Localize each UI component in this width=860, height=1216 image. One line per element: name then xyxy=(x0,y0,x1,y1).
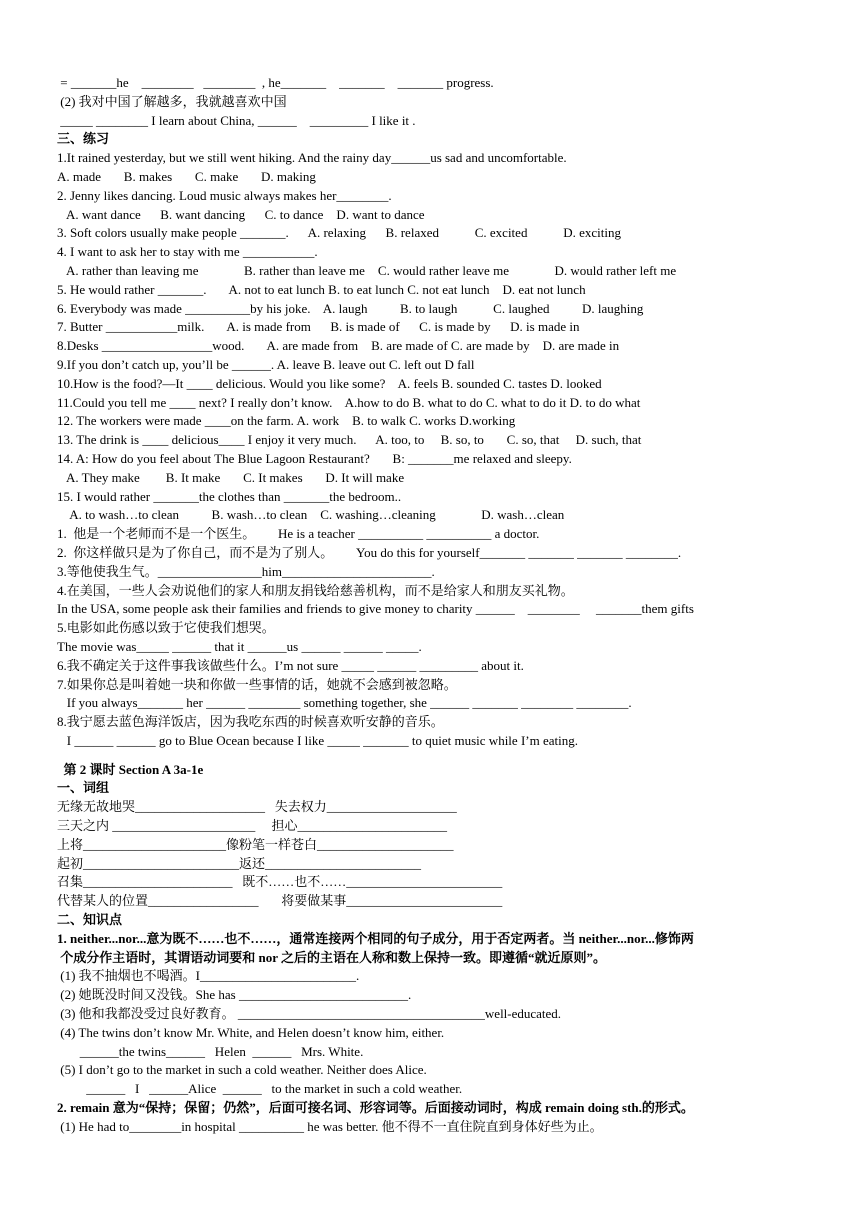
translation-line: 4.在美国，一些人会劝说他们的家人和朋友捐钱给慈善机构，而不是给家人和朋友买礼物。 xyxy=(57,582,574,598)
translation-line: 6.我不确定关于这件事我该做些什么。I’m not sure _____ ______ _________ about it. xyxy=(57,657,524,673)
options-line: A. rather than leaving me B. rather than leave me C. would rather leave me D. would rather left me xyxy=(57,262,677,278)
question-line: 14. A: How do you feel about The Blue Lagoon Restaurant? B: _______me relaxed and sleepy. xyxy=(57,450,572,466)
translation-line: 1. 他是一个老师而不是一个医生。 He is a teacher __________ __________ a doctor. xyxy=(57,526,540,542)
translation-line: If you always_______ her ______ ________ something together, she ______ _______ ________ ________. xyxy=(57,695,632,711)
question-line: 3. Soft colors usually make people _______. A. relaxing B. relaxed C. excited D. exciting xyxy=(57,225,621,241)
phrase-line: 三天之内 ______________________ 担心_______________________ xyxy=(57,818,448,834)
exercise-line: (5) I don’t go to the market in such a cold weather. Neither does Alice. xyxy=(57,1062,427,1078)
spacer xyxy=(57,751,817,761)
worksheet-page xyxy=(57,74,817,1137)
section-heading: 二、知识点 xyxy=(57,912,123,928)
section-heading: 一、词组 xyxy=(57,780,110,796)
phrase-line: 召集_______________________ 既不……也不……________________________ xyxy=(57,874,503,890)
question-line: 5. He would rather _______. A. not to eat lunch B. to eat lunch C. not eat lunch D. eat not lunch xyxy=(57,281,586,297)
phrase-line: 起初________________________返还________________________ xyxy=(57,855,422,871)
exercise-line: (1) 我不抽烟也不喝酒。I________________________. xyxy=(57,968,360,984)
exercise-line: ______the twins______ Helen ______ Mrs. White. xyxy=(57,1043,364,1059)
options-line: A. to wash…to clean B. wash…to clean C. washing…cleaning D. wash…clean xyxy=(57,507,565,523)
translation-line: 7.如果你总是叫着她一块和你做一些事情的话，她就不会感到被忽略。 xyxy=(57,676,457,692)
knowledge-point: 个成分作主语时，其谓语动词要和 nor 之后的主语在人称和数上保持一致。即遵循“就近原则”。 xyxy=(57,949,607,965)
question-line: 6. Everybody was made __________by his joke. A. laugh B. to laugh C. laughed D. laughing xyxy=(57,300,644,316)
question-line: 15. I would rather _______the clothes than _______the bedroom.. xyxy=(57,488,402,504)
options-line: A. want dance B. want dancing C. to dance D. want to dance xyxy=(57,206,425,222)
knowledge-point: 1. neither...nor...意为既不……也不……，通常连接两个相同的句子成分，用于否定两者。当 neither...nor...修饰两 xyxy=(57,930,694,946)
phrase-line: 上将______________________像粉笔一样苍白_____________________ xyxy=(57,836,454,852)
lesson-title: 第 2 课时 Section A 3a-1e xyxy=(57,761,204,777)
exercise-line: (1) He had to________in hospital __________ he was better. 他不得不一直住院直到身体好些为止。 xyxy=(57,1118,603,1134)
text-line: = _______he ________ ________ , he_______ _______ _______ progress. xyxy=(57,75,494,90)
section-heading: 三、练习 xyxy=(57,131,110,147)
phrase-line: 代替某人的位置_________________ 将要做某事________________________ xyxy=(57,893,503,909)
question-line: 12. The workers were made ____on the farm. A. work B. to walk C. works D.working xyxy=(57,413,516,429)
translation-line: 8.我宁愿去蓝色海洋饭店，因为我吃东西的时候喜欢听安静的音乐。 xyxy=(57,714,444,730)
question-line: 10.How is the food?—It ____ delicious. Would you like some? A. feels B. sounded C. tastes D. looked xyxy=(57,375,602,391)
question-line: 11.Could you tell me ____ next? I really don’t know. A.how to do B. what to do C. what to do it D. to do what xyxy=(57,394,641,410)
options-line: A. They make B. It make C. It makes D. It will make xyxy=(57,469,405,485)
question-line: 1.It rained yesterday, but we still went hiking. And the rainy day______us sad and uncomfortable. xyxy=(57,150,567,166)
question-line: 4. I want to ask her to stay with me ___________. xyxy=(57,244,318,260)
translation-line: The movie was_____ ______ that it ______us ______ ______ _____. xyxy=(57,638,422,654)
translation-line: I ______ ______ go to Blue Ocean because I like _____ _______ to quiet music while I’m eating. xyxy=(57,732,578,748)
question-line: 9.If you don’t catch up, you’ll be ______. A. leave B. leave out C. left out D fall xyxy=(57,356,475,372)
question-line: 8.Desks _________________wood. A. are made from B. are made of C. are made by D. are made in xyxy=(57,338,620,354)
translation-line: In the USA, some people ask their families and friends to give money to charity ______ ________ _______them gifts xyxy=(57,601,694,617)
exercise-line: ______ I ______Alice ______ to the market in such a cold weather. xyxy=(57,1081,463,1097)
text-line: _____ ________ I learn about China, ______ _________ I like it . xyxy=(57,112,416,128)
question-line: 7. Butter ___________milk. A. is made from B. is made of C. is made by D. is made in xyxy=(57,319,580,335)
exercise-line: (4) The twins don’t know Mr. White, and Helen doesn’t know him, either. xyxy=(57,1024,445,1040)
translation-line: 5.电影如此伤感以致于它使我们想哭。 xyxy=(57,620,275,636)
question-line: 13. The drink is ____ delicious____ I enjoy it very much. A. too, to B. so, to C. so, that D. such, that xyxy=(57,432,642,448)
translation-line: 2. 你这样做只是为了你自己，而不是为了别人。 You do this for yourself_______ _______ _______ ________. xyxy=(57,544,682,560)
options-line: A. made B. makes C. make D. making xyxy=(57,168,316,184)
exercise-line: (2) 她既没时间又没钱。She has __________________________. xyxy=(57,987,412,1003)
knowledge-point: 2. remain 意为“保持；保留；仍然”，后面可接名词、形容词等。后面接动词时，构成 remain doing sth.的形式。 xyxy=(57,1100,694,1116)
phrase-line: 无缘无故地哭____________________ 失去权力____________________ xyxy=(57,799,457,815)
exercise-line: (3) 他和我都没受过良好教育。 ______________________________________well-educated. xyxy=(57,1006,562,1022)
translation-line: 3.等他使我生气。________________him_______________________. xyxy=(57,563,435,579)
question-line: 2. Jenny likes dancing. Loud music always makes her________. xyxy=(57,187,392,203)
text-line: (2) 我对中国了解越多，我就越喜欢中国 xyxy=(57,93,287,109)
